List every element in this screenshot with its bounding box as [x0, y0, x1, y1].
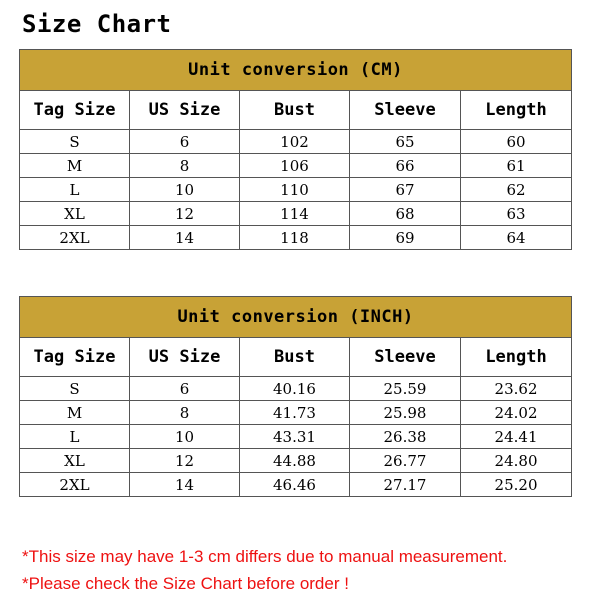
cell-bust: 118	[240, 226, 350, 250]
cell-tag-size: S	[20, 130, 130, 154]
cell-tag-size: 2XL	[20, 473, 130, 497]
table-header-row	[20, 338, 572, 377]
cell-bust: 44.88	[240, 449, 350, 473]
cell-sleeve: 25.59	[350, 377, 461, 401]
cell-length: 24.41	[461, 425, 572, 449]
cell-sleeve: 26.38	[350, 425, 461, 449]
cell-sleeve: 67	[350, 178, 461, 202]
cell-us-size: 6	[130, 377, 240, 401]
cell-tag-size: 2XL	[20, 226, 130, 250]
cell-bust: 110	[240, 178, 350, 202]
cell-tag-size: XL	[20, 202, 130, 226]
table-banner-row	[20, 50, 572, 91]
cell-length: 63	[461, 202, 572, 226]
cell-us-size: 14	[130, 473, 240, 497]
header-sleeve: Sleeve	[350, 338, 461, 377]
cell-length: 25.20	[461, 473, 572, 497]
cell-bust: 106	[240, 154, 350, 178]
cell-length: 60	[461, 130, 572, 154]
cell-us-size: 8	[130, 401, 240, 425]
note-measurement: *This size may have 1-3 cm differs due to manual measurement.	[22, 547, 508, 566]
size-table-inch	[19, 296, 572, 497]
cell-us-size: 10	[130, 425, 240, 449]
table-row	[20, 377, 572, 401]
cell-tag-size: M	[20, 154, 130, 178]
header-us-size: US Size	[130, 338, 240, 377]
cell-length: 62	[461, 178, 572, 202]
cell-tag-size: L	[20, 178, 130, 202]
header-tag-size: Tag Size	[20, 91, 130, 130]
cell-bust: 46.46	[240, 473, 350, 497]
cell-sleeve: 69	[350, 226, 461, 250]
header-bust: Bust	[240, 338, 350, 377]
table-row	[20, 449, 572, 473]
cell-us-size: 14	[130, 226, 240, 250]
table-row	[20, 425, 572, 449]
cell-length: 24.80	[461, 449, 572, 473]
header-tag-size: Tag Size	[20, 338, 130, 377]
table-row	[20, 154, 572, 178]
cell-us-size: 12	[130, 202, 240, 226]
table-row	[20, 130, 572, 154]
cell-tag-size: S	[20, 377, 130, 401]
cell-sleeve: 66	[350, 154, 461, 178]
cell-us-size: 6	[130, 130, 240, 154]
table-row	[20, 202, 572, 226]
cell-bust: 40.16	[240, 377, 350, 401]
table-banner-row	[20, 297, 572, 338]
cell-length: 64	[461, 226, 572, 250]
cell-tag-size: L	[20, 425, 130, 449]
cell-tag-size: XL	[20, 449, 130, 473]
header-bust: Bust	[240, 91, 350, 130]
cell-length: 61	[461, 154, 572, 178]
cell-bust: 41.73	[240, 401, 350, 425]
cell-bust: 102	[240, 130, 350, 154]
table-banner: Unit conversion (INCH)	[20, 297, 572, 338]
header-us-size: US Size	[130, 91, 240, 130]
table-row	[20, 226, 572, 250]
size-table-cm	[19, 49, 572, 250]
cell-length: 24.02	[461, 401, 572, 425]
cell-us-size: 8	[130, 154, 240, 178]
table-row	[20, 473, 572, 497]
table-banner: Unit conversion (CM)	[20, 50, 572, 91]
cell-sleeve: 65	[350, 130, 461, 154]
header-length: Length	[461, 91, 572, 130]
table-row	[20, 401, 572, 425]
cell-bust: 114	[240, 202, 350, 226]
table-row	[20, 178, 572, 202]
header-sleeve: Sleeve	[350, 91, 461, 130]
page-title: Size Chart	[22, 10, 172, 38]
cell-us-size: 10	[130, 178, 240, 202]
cell-sleeve: 27.17	[350, 473, 461, 497]
cell-length: 23.62	[461, 377, 572, 401]
cell-tag-size: M	[20, 401, 130, 425]
notes	[22, 543, 507, 597]
note-check-chart: *Please check the Size Chart before order !	[22, 574, 349, 593]
table-header-row	[20, 91, 572, 130]
cell-sleeve: 68	[350, 202, 461, 226]
cell-us-size: 12	[130, 449, 240, 473]
cell-bust: 43.31	[240, 425, 350, 449]
cell-sleeve: 25.98	[350, 401, 461, 425]
header-length: Length	[461, 338, 572, 377]
cell-sleeve: 26.77	[350, 449, 461, 473]
